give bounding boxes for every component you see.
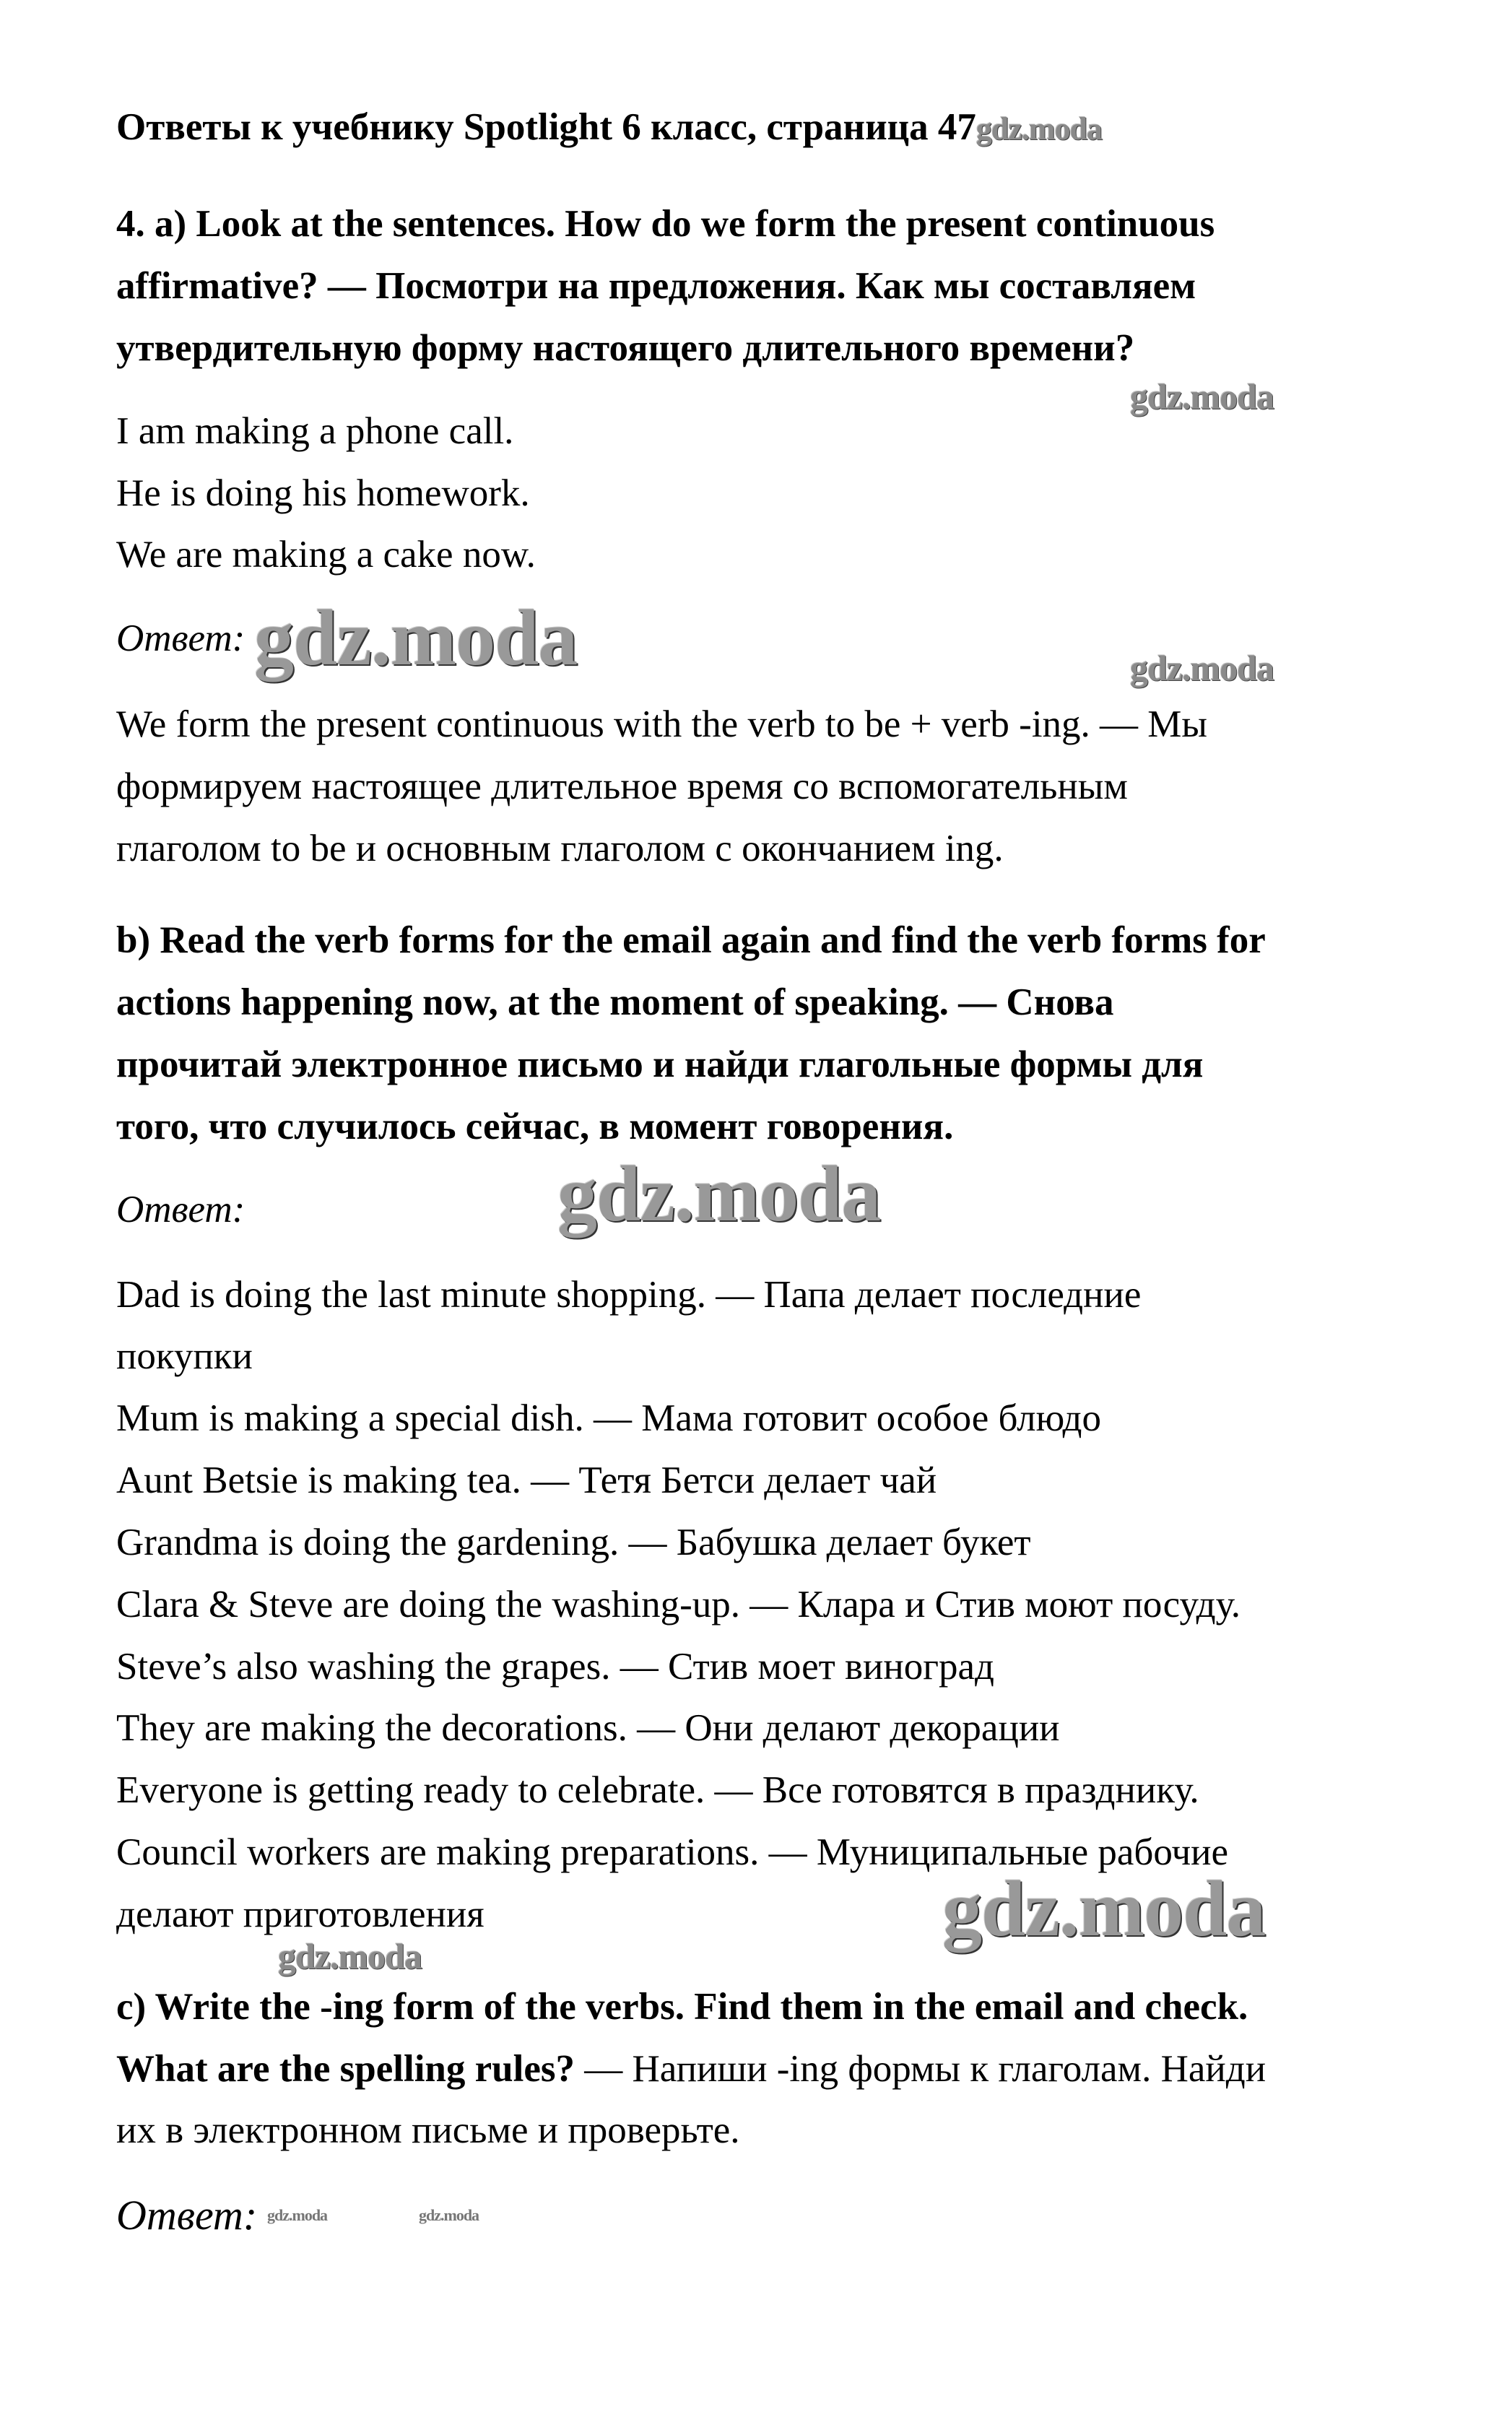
- watermark-logo: gdz.moda: [557, 1150, 881, 1238]
- page-title: [116, 103, 1102, 153]
- task-a-question-line: affirmative? — Посмотри на предложения. Как мы составляем: [116, 265, 1196, 307]
- answer-line: Council workers are making preparations. — Муниципальные рабочие: [116, 1831, 1229, 1873]
- answer-line: Steve’s also washing the grapes. — Стив моет виноград: [116, 1646, 994, 1688]
- answer-line: делают приготовления: [116, 1893, 485, 1935]
- task-b-question-line: b) Read the verb forms for the email again and find the verb forms for: [116, 919, 1266, 961]
- task-b-question-line: прочитай электронное письмо и найди глагольные формы для: [116, 1043, 1204, 1085]
- task-b-question-line: того, что случилось сейчас, в момент говорения.: [116, 1106, 954, 1147]
- watermark-logo: gdz.moda: [419, 2206, 479, 2224]
- watermark-logo: gdz.moda: [942, 1865, 1266, 1953]
- answer-line: формируем настоящее длительное время со вспомогательным: [116, 765, 1128, 807]
- answer-line: Grandma is doing the gardening. — Бабушка делает букет: [116, 1522, 1031, 1563]
- watermark-logo: gdz.moda: [254, 594, 578, 682]
- watermark-logo: gdz.moda: [278, 1936, 422, 1976]
- title-text: Ответы к учебнику Spotlight 6 класс, страница 47: [116, 106, 976, 148]
- example-sentence: We are making a cake now.: [116, 534, 536, 576]
- answer-line: Dad is doing the last minute shopping. — Папа делает последние: [116, 1274, 1142, 1316]
- task-a-question-line: утвердительную форму настоящего длительного времени?: [116, 327, 1135, 369]
- answer-line: Everyone is getting ready to celebrate. — Все готовятся в празднику.: [116, 1769, 1199, 1811]
- watermark-logo: gdz.moda: [1130, 648, 1274, 688]
- answer-line: They are making the decorations. — Они делают декорации: [116, 1707, 1060, 1749]
- task-c-question-bold: What are the spelling rules?: [116, 2048, 575, 2090]
- answer-line: Aunt Betsie is making tea. — Тетя Бетси делает чай: [116, 1459, 937, 1501]
- answer-label: Ответ:: [116, 1189, 246, 1230]
- answer-line: покупки: [116, 1335, 253, 1377]
- answer-line: Mum is making a special dish. — Мама готовит особое блюдо: [116, 1397, 1101, 1439]
- task-a-question-line: 4. a) Look at the sentences. How do we form the present continuous: [116, 203, 1215, 245]
- watermark-logo: gdz.moda: [976, 111, 1103, 147]
- answer-label: Ответ:: [116, 2192, 258, 2239]
- task-c-question-line: [116, 2045, 1266, 2093]
- example-sentence: He is doing his homework.: [116, 472, 530, 514]
- answer-line: We form the present continuous with the verb to be + verb -ing. — Мы: [116, 703, 1208, 745]
- task-c-question-line: c) Write the -ing form of the verbs. Find them in the email and check.: [116, 1986, 1248, 2028]
- example-sentence: I am making a phone call.: [116, 410, 514, 452]
- answer-line: Clara & Steve are doing the washing-up. — Клара и Стив моют посуду.: [116, 1584, 1241, 1625]
- task-c-question-translation: — Напиши -ing формы к глаголам. Найди: [575, 2048, 1266, 2090]
- task-b-question-line: actions happening now, at the moment of speaking. — Снова: [116, 981, 1114, 1023]
- watermark-logo: gdz.moda: [1130, 376, 1274, 417]
- watermark-logo: gdz.moda: [267, 2206, 328, 2224]
- answer-line: глаголом to be и основным глаголом с окончанием ing.: [116, 828, 1004, 869]
- answer-label: Ответ:: [116, 617, 246, 659]
- task-c-question-line: их в электронном письме и проверьте.: [116, 2109, 740, 2151]
